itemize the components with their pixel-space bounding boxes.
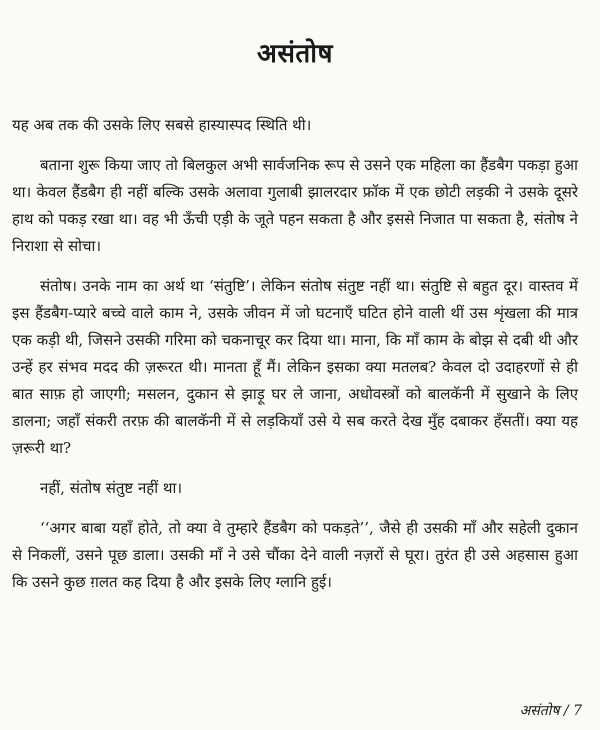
- paragraph: ‘‘अगर बाबा यहाँ होते, तो क्या वे तुम्हारे हैंडबैग को पकड़ते’’, जैसे ही उसकी माँ और सहेली दुकान से निकलीं, उसने पूछ डाला। उसकी माँ ने उसे चौंका देने वाली नज़रों से घूरा। तुरंत ही उसे अहसास हुआ कि उसने कुछ ग़लत कह दिया है और इसके लिए ग्लानि हुई।: [12, 519, 578, 591]
- body-text: [12, 112, 578, 596]
- paragraph: यह अब तक की उसके लिए सबसे हास्यास्पद स्थिति थी।: [12, 116, 312, 134]
- paragraph: बताना शुरू किया जाए तो बिलकुल अभी सार्वजनिक रूप से उसने एक महिला का हैंडबैग पकड़ा हुआ था। केवल हैंडबैग ही नहीं बल्कि उसके अलावा गुलाबी झालरदार फ्रॉक में एक छोटी लड़की ने उसके दूसरे हाथ को पकड़ रखा था। वह भी ऊँची एड़ी के जूते पहन सकता है और इससे निजात पा सकता है, संतोष ने निराशा से सोचा।: [12, 156, 578, 255]
- paragraph: संतोष। उनके नाम का अर्थ था ‘संतुष्टि’। लेकिन संतोष संतुष्ट नहीं था। संतुष्टि से बहुत दूर। वास्तव में इस हैंडबैग-प्यारे बच्चे वाले काम ने, उसके जीवन में जो घटनाएँ घटित होने वाली थीं उस शृंखला की मात्र एक कड़ी थी, जिसने उसकी गरिमा को चकनाचूर कर दिया था। माना, कि माँ काम के बोझ से दबी थी और उन्हें हर संभव मदद की ज़रूरत थी। मानता हूँ मैं। लेकिन इसका क्या मतलब? केवल दो उदाहरणों से ही बात साफ़ हो जाएगी; मसलन, दुकान से झाड़ू घर ले जाना, अधोवस्त्रों को बालकॅनी में सुखाने के लिए डालना; जहाँ संकरी तरफ़ की बालकॅनी में से लड़कियाँ उसे ये सब करते देख मुँह दबाकर हँसतीं। क्या यह ज़रूरी था?: [12, 277, 578, 457]
- running-footer-page-number: असंतोष / 7: [519, 703, 582, 719]
- paragraph: नहीं, संतोष संतुष्ट नहीं था।: [40, 479, 183, 497]
- chapter-title: असंतोष: [256, 39, 334, 69]
